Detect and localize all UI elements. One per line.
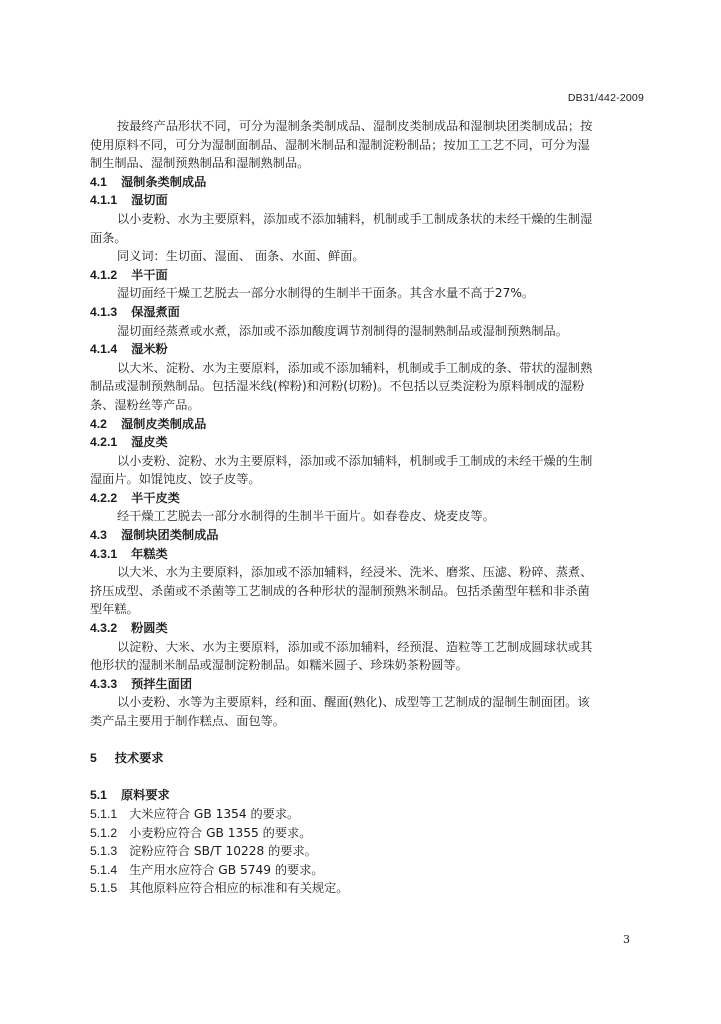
paragraph-line: 他形状的湿制米制品或湿制淀粉制品。如糯米圆子、珍珠奶茶粉圆等。 [90, 658, 468, 673]
clause-line [90, 805, 660, 824]
section-number: 4.3.2 [90, 621, 118, 636]
clause-text: 淀粉应符合 SB/T 10228 的要求。 [129, 844, 317, 859]
section-heading [90, 545, 660, 564]
blank-line [90, 768, 660, 787]
paragraph-line: 湿面片。如馄饨皮、饺子皮等。 [90, 472, 261, 487]
section-heading [90, 415, 660, 434]
heading-text: 原料要求 [120, 788, 170, 803]
section-heading [90, 749, 660, 768]
heading-text: 预拌生面团 [131, 676, 193, 691]
paragraph-line: 面条。 [90, 230, 127, 245]
section-number: 5.1.2 [90, 825, 118, 840]
heading-text: 湿制条类制成品 [120, 174, 207, 189]
heading-text: 湿皮类 [131, 435, 168, 450]
paragraph-line: 以淀粉、大米、水为主要原料，添加或不添加辅料，经预混、造粒等工艺制成圆球状或其 [117, 639, 593, 654]
section-number: 4.3 [90, 528, 107, 543]
clause-text: 小麦粉应符合 GB 1355 的要求。 [129, 825, 312, 840]
paragraph-line: 挤压成型、杀菌或不杀菌等工艺制成的各种形状的湿制预熟米制品。包括杀菌型年糕和非杀菌 [90, 583, 590, 598]
heading-text: 半干皮类 [131, 490, 180, 505]
section-heading [90, 675, 660, 694]
paragraph-line: 以大米、水为主要原料，添加或不添加辅料，经浸米、洗米、磨浆、压滤、粉碎、蒸煮、 [117, 565, 593, 580]
section-number: 4.1.2 [90, 267, 118, 282]
paragraph-line: 以小麦粉、水等为主要原料，经和面、醒面(熟化)、成型等工艺制成的湿制生制面团。该 [117, 695, 590, 710]
clause-line [90, 861, 660, 880]
paragraph-line: 使用原料不同，可分为湿制面制品、湿制米制品和湿制淀粉制品；按加工工艺不同，可分为湿 [90, 137, 590, 152]
section-heading [90, 266, 660, 285]
section-heading [90, 191, 660, 210]
heading-text: 保湿煮面 [131, 304, 180, 319]
section-number: 4.1 [90, 174, 107, 189]
section-number: 4.1.4 [90, 342, 118, 357]
paragraph-line: 条、湿粉丝等产品。 [90, 397, 200, 412]
heading-text: 湿切面 [131, 193, 168, 208]
clause-text: 其他原料应符合相应的标准和有关规定。 [129, 881, 349, 896]
paragraph-line: 以小麦粉、水为主要原料，添加或不添加辅料，机制或手工制成条状的未经干燥的生制湿 [117, 211, 593, 226]
section-number: 5.1.3 [90, 844, 118, 859]
clause-line [90, 842, 660, 861]
paragraph-line: 以大米、淀粉、水为主要原料，添加或不添加辅料，机制或手工制成的条、带状的湿制熟 [117, 360, 593, 375]
paragraph-line: 型年糕。 [90, 602, 139, 617]
section-number: 4.2.1 [90, 435, 118, 450]
section-number: 5.1 [90, 788, 107, 803]
heading-text: 技术要求 [114, 751, 164, 766]
section-heading [90, 526, 660, 545]
clause-line [90, 824, 660, 843]
section-heading [90, 619, 660, 638]
clause-text: 大米应符合 GB 1354 的要求。 [129, 806, 300, 821]
section-number: 5 [90, 751, 97, 766]
standard-code: DB31/442-2009 [567, 92, 644, 104]
heading-text: 湿制皮类制成品 [120, 416, 207, 431]
paragraph-line: 经干燥工艺脱去一部分水制得的生制半干面片。如春卷皮、烧麦皮等。 [117, 509, 495, 524]
paragraph-line: 制生制品、湿制预熟制品和湿制熟制品。 [90, 156, 310, 171]
paragraph-line: 湿切面经蒸煮或水煮，添加或不添加酸度调节剂制得的湿制熟制品或湿制预熟制品。 [117, 323, 568, 338]
heading-text: 湿制块团类制成品 [120, 528, 219, 543]
section-number: 4.2 [90, 416, 107, 431]
paragraph-line: 制品或湿制预熟制品。包括湿米线(榨粉)和河粉(切粉)。不包括以豆类淀粉为原料制成的湿粉 [90, 379, 585, 394]
section-number: 4.3.1 [90, 546, 118, 561]
paragraph-line: 类产品主要用于制作糕点、面包等。 [90, 714, 285, 728]
heading-text: 半干面 [131, 267, 168, 282]
section-heading [90, 173, 660, 192]
section-heading [90, 433, 660, 452]
paragraph-line: 同义词：生切面、湿面、 面条、水面、鲜面。 [117, 249, 365, 264]
section-heading [90, 340, 660, 359]
section-number: 4.1.3 [90, 304, 118, 319]
section-number: 4.2.2 [90, 490, 118, 505]
section-number: 5.1.4 [90, 862, 118, 877]
document-body [90, 117, 660, 898]
section-number: 5.1.1 [90, 806, 118, 821]
section-number: 4.1.1 [90, 193, 118, 208]
heading-text: 年糕类 [131, 546, 168, 561]
heading-text: 粉圆类 [131, 621, 168, 636]
heading-text: 湿米粉 [131, 342, 168, 357]
section-heading [90, 489, 660, 508]
section-heading [90, 786, 660, 805]
clause-line [90, 879, 660, 898]
paragraph-line: 按最终产品形状不同，可分为湿制条类制成品、湿制皮类制成品和湿制块团类制成品；按 [117, 119, 593, 133]
paragraph-line: 以小麦粉、淀粉、水为主要原料，添加或不添加辅料，机制或手工制成的未经干燥的生制 [117, 453, 593, 468]
paragraph-line: 湿切面经干燥工艺脱去一部分水制得的生制半干面条。其含水量不高于27%。 [117, 286, 535, 301]
page-number: 3 [623, 933, 630, 946]
section-number: 5.1.5 [90, 881, 118, 896]
section-heading [90, 303, 660, 322]
section-number: 4.3.3 [90, 676, 118, 691]
blank-line [90, 731, 660, 750]
clause-text: 生产用水应符合 GB 5749 的要求。 [129, 862, 324, 877]
